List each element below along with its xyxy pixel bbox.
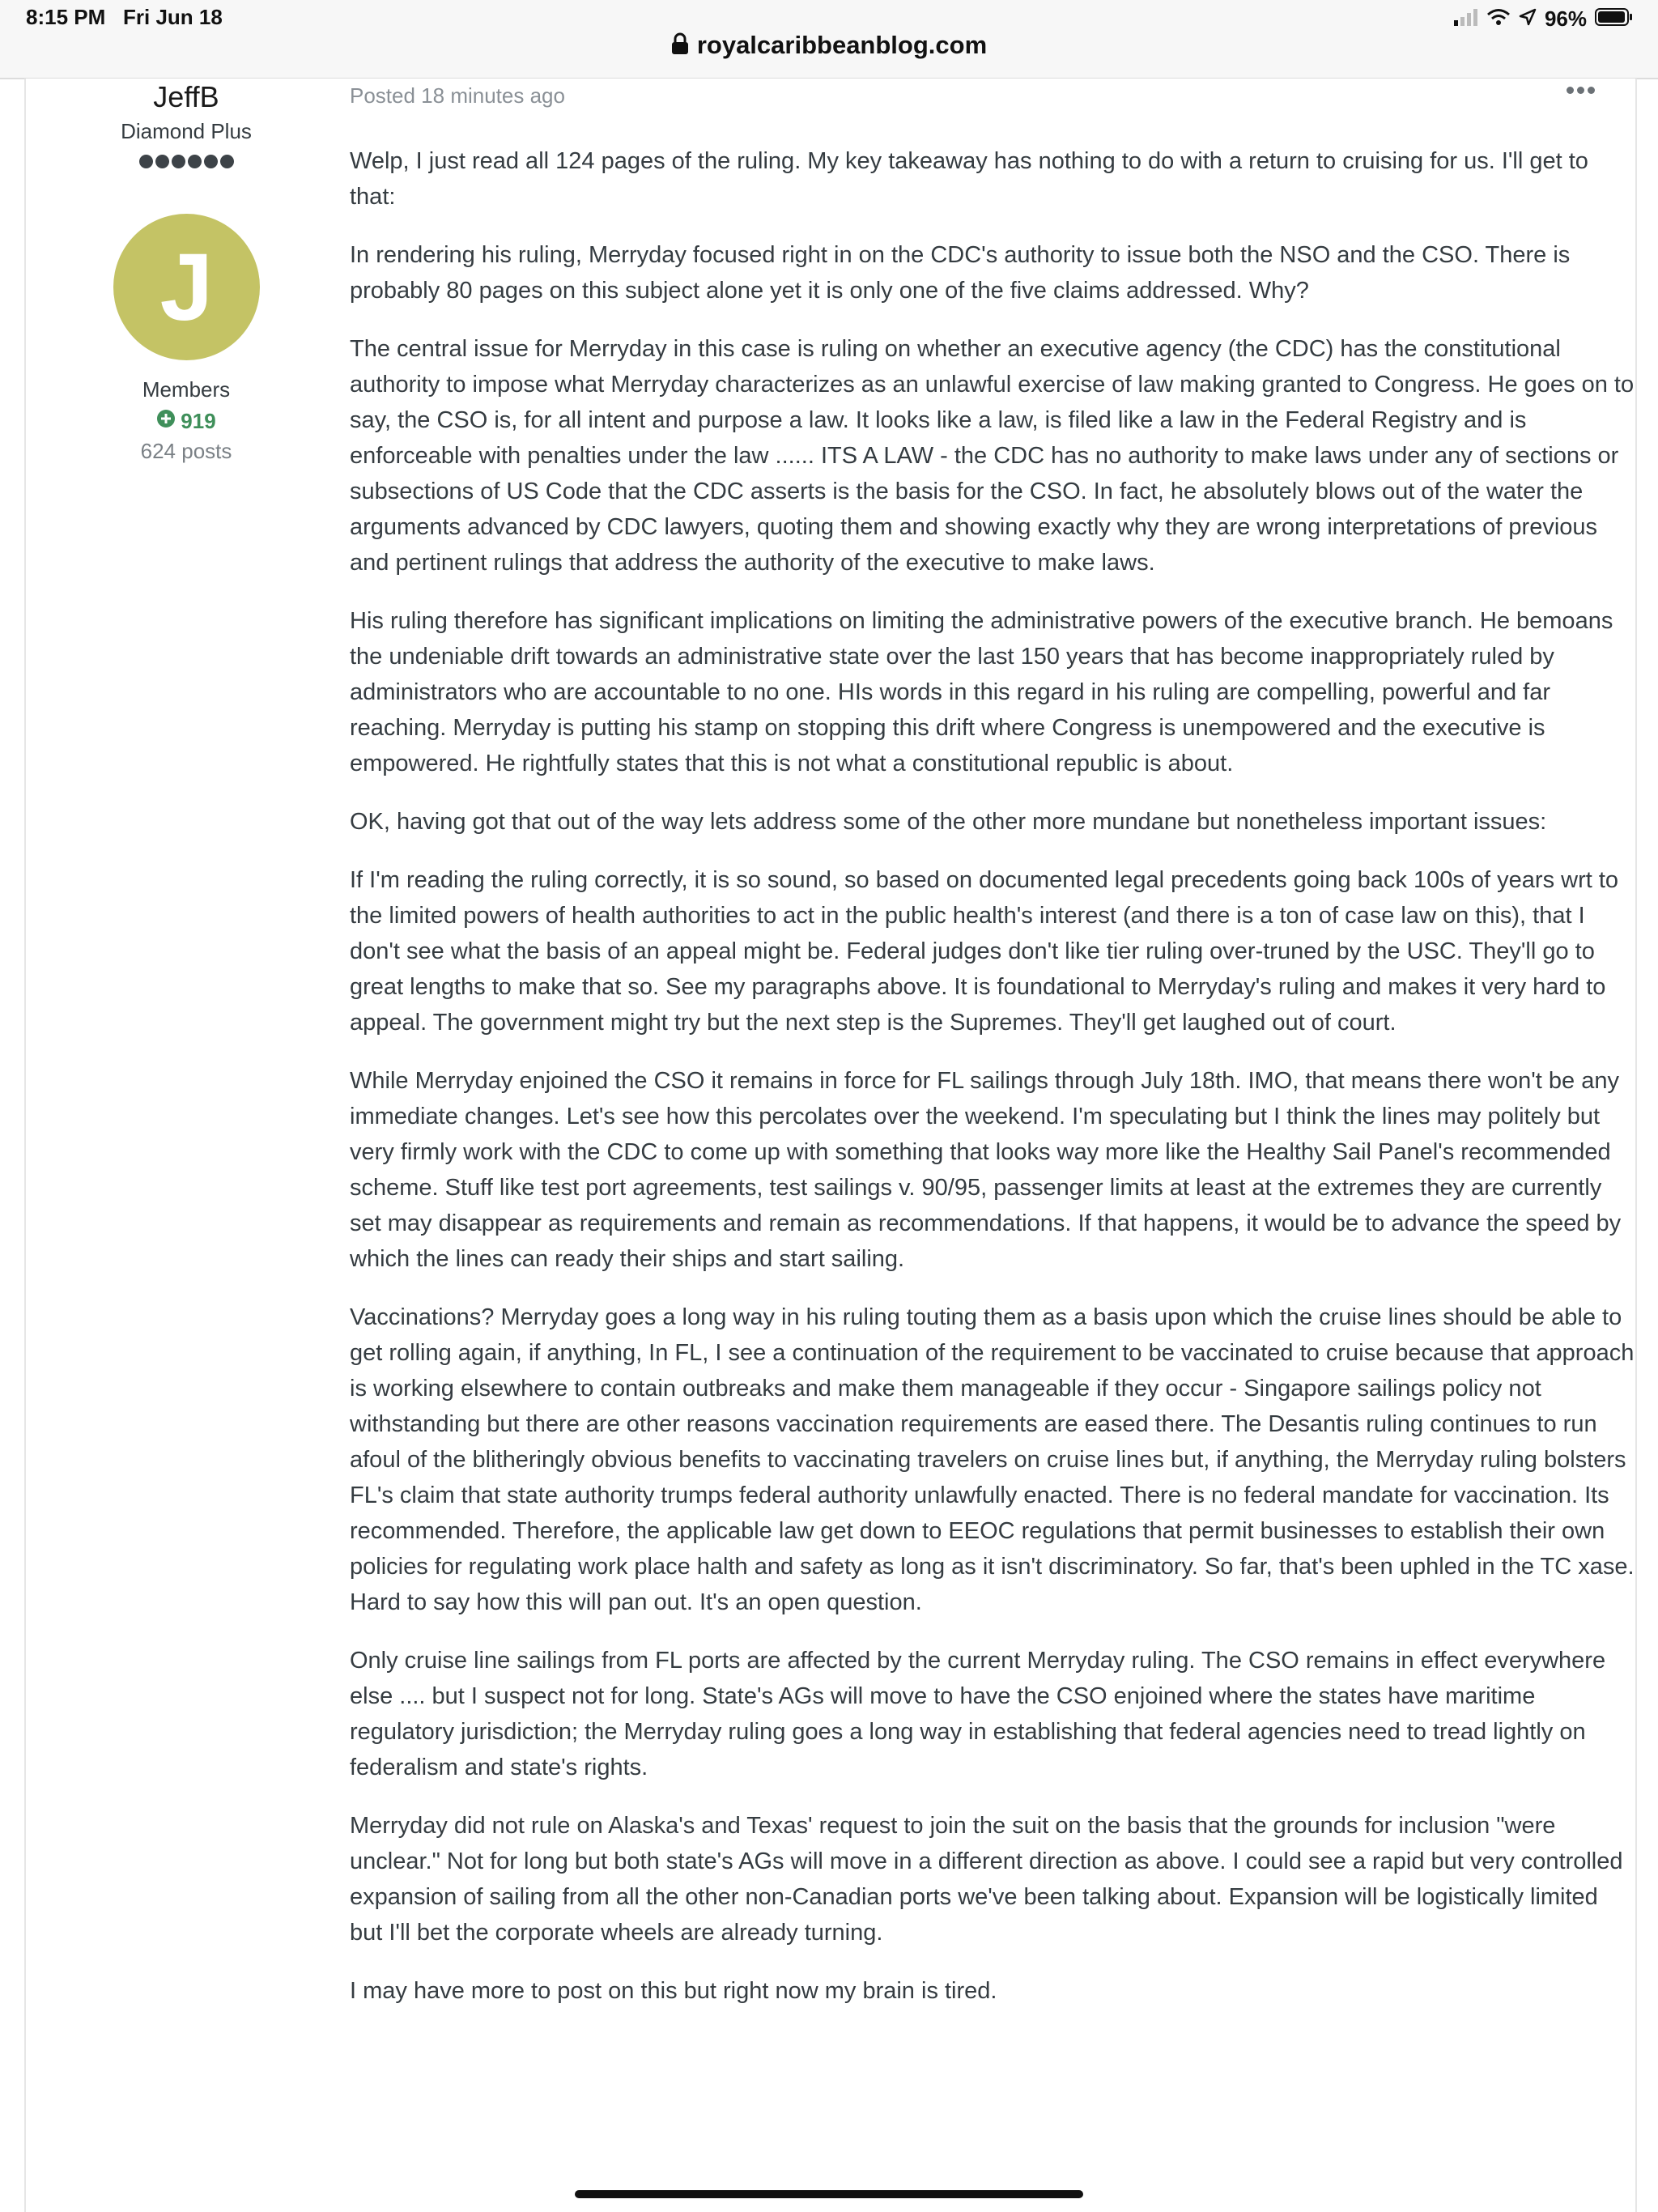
post-paragraph: While Merryday enjoined the CSO it remains in force for FL sailings through July 18th. IMO, that means there won't be any immediate changes. Let's see how this percolates over the weekend. I'm speculating but I think the lines may politely but very firmly work with the CDC to come up with something that looks way more like the Healthy Sail Panel's recommended scheme. Stuff like test port agreements, test sailings v. 90/95, passenger limits at least at the extremes they are currently set may disappear as requirements and remain as recommendations. If that happens, it would be to advance the speed by which the lines can ready their ships and start sailing. — [350, 1068, 1622, 1272]
browser-top-bar — [0, 0, 1658, 79]
wifi-icon — [1486, 8, 1511, 30]
post-paragraph: Vaccinations? Merryday goes a long way in his ruling touting them as a basis upon which the cruise lines should be able to get rolling again, if anything, In FL, I see a continuation of the requirement to be vaccinated to cruise because that approach is working elsewhere to contain outbreaks and make them manageable if they occur - Singapore sailings policy not withstanding but there are other reasons vaccination requirements are eased there. The Desantis ruling continues to run afoul of the blitheringly obvious benefits to vaccinating travelers on cruise lines but, if anything, the Merryday ruling bolsters FL's claim that state authority trumps federal authority unlawfully enacted. There is no federal mandate for vaccination. Its recommended. Therefore, the applicable law get down to EEOC regulations that permit businesses to establish their own policies for regulating work place halth and safety as long as it isn't discriminatory. So far, that's been uphled in the TC xase. Hard to say how this will pan out. It's an open question. — [350, 1304, 1635, 1615]
author-post-count: 624 posts — [140, 439, 232, 463]
address-bar[interactable] — [0, 28, 1658, 63]
author-group: Members — [142, 377, 231, 402]
reputation-badge — [50, 409, 322, 434]
post-paragraph: OK, having got that out of the way lets address some of the other more mundane but nonetheless important issues: — [350, 809, 1547, 835]
lock-icon — [671, 32, 689, 59]
post-paragraph: If I'm reading the ruling correctly, it is so sound, so based on documented legal precedents going back 100s of years wrt to the limited powers of health authorities to act in the public health's interest (and there is a ton of case law on this), that I don't see what the basis of an appeal might be. Federal judges don't like tier ruling over-truned by the USC. They'll go to great lengths to make that so. See my paragraphs above. It is foundational to Merryday's ruling and makes it very hard to appeal. The government might try but the next step is the Supremes. They'll get laughed out of court. — [350, 867, 1619, 1036]
post-paragraph: In rendering his ruling, Merryday focused right in on the CDC's authority to issue both the NSO and the CSO. There is probably 80 pages on this subject alone yet it is only one of the five claims addressed. Why? — [350, 242, 1571, 304]
rank-pips — [50, 155, 322, 168]
avatar-letter: J — [159, 233, 214, 341]
rank-pip — [155, 155, 169, 168]
signal-icon — [1454, 8, 1478, 30]
post-paragraph: Merryday did not rule on Alaska's and Texas' request to join the suit on the basis that the grounds for inclusion "were unclear." Not for long but both state's AGs will move in a different direction as above. I could see a rapid but very controlled expansion of sailing from all the other non-Canadian ports we've been talking about. Expansion will be logistically limited but I'll bet the corporate wheels are already turning. — [350, 1813, 1623, 1946]
reputation-count: 919 — [181, 409, 216, 433]
rank-pip — [188, 155, 202, 168]
url-text[interactable]: royalcaribbeanblog.com — [696, 31, 988, 59]
forum-post — [24, 79, 1637, 2212]
post-paragraph: His ruling therefore has significant implications on limiting the administrative powers of the executive branch. He bemoans the undeniable drift towards an administrative state over the last 150 years that has become inappropriately ruled by administrators who are accountable to no one. HIs words in this regard in his ruling are compelling, powerful and far reaching. Merryday is putting his stamp on stopping this drift where Congress is unempowered and the executive is empowered. He rightfully states that this is not what a constitutional republic is about. — [350, 608, 1613, 776]
location-icon — [1519, 8, 1537, 30]
battery-percent: 96% — [1544, 6, 1587, 31]
ellipsis-icon[interactable] — [1567, 87, 1595, 94]
post-paragraph: Only cruise line sailings from FL ports are affected by the current Merryday ruling. The CSO remains in effect everywhere else .... but I suspect not for long. State's AGs will move to have the CSO enjoined where the states have maritime regulatory jurisdiction; the Merryday ruling goes a long way in establishing that federal agencies need to tread lightly on federalism and state's rights. — [350, 1648, 1606, 1780]
rank-pip — [220, 155, 234, 168]
status-date: Fri Jun 18 — [123, 5, 223, 29]
author-rank: Diamond Plus — [121, 119, 252, 143]
home-indicator[interactable] — [575, 2190, 1083, 2198]
post-paragraph: I may have more to post on this but right now my brain is tired. — [350, 1978, 997, 2004]
post-timestamp[interactable]: Posted 18 minutes ago — [350, 83, 565, 108]
post-paragraph: Welp, I just read all 124 pages of the ruling. My key takeaway has nothing to do with a return to cruising for us. I'll get to that: — [350, 148, 1588, 210]
author-name[interactable]: JeffB — [153, 80, 219, 113]
rank-pip — [172, 155, 185, 168]
post-content — [350, 143, 1637, 2031]
avatar[interactable] — [113, 214, 260, 360]
author-panel — [50, 79, 322, 500]
post-paragraph: The central issue for Merryday in this case is ruling on whether an executive agency (the CDC) has the constitutional authority to impose what Merryday characterizes as an unlawful exercise of law making granted to Congress. He goes on to say, the CSO is, for all intent and purpose a law. It looks like a law, is filed like a law in the Federal Registry and is enforceable with penalties under the law ...... ITS A LAW - the CDC has no authority to make laws under any of sections or subsections of US Code that the CDC asserts is the basis for the CSO. In fact, he absolutely blows out of the water the arguments advanced by CDC lawyers, quoting them and showing exactly why they are wrong interpretations of previous and pertinent rulings that address the authority of the executive to make laws. — [350, 336, 1635, 576]
plus-circle-icon — [156, 409, 176, 434]
rank-pip — [204, 155, 218, 168]
status-time: 8:15 PM — [26, 5, 106, 29]
rank-pip — [139, 155, 153, 168]
